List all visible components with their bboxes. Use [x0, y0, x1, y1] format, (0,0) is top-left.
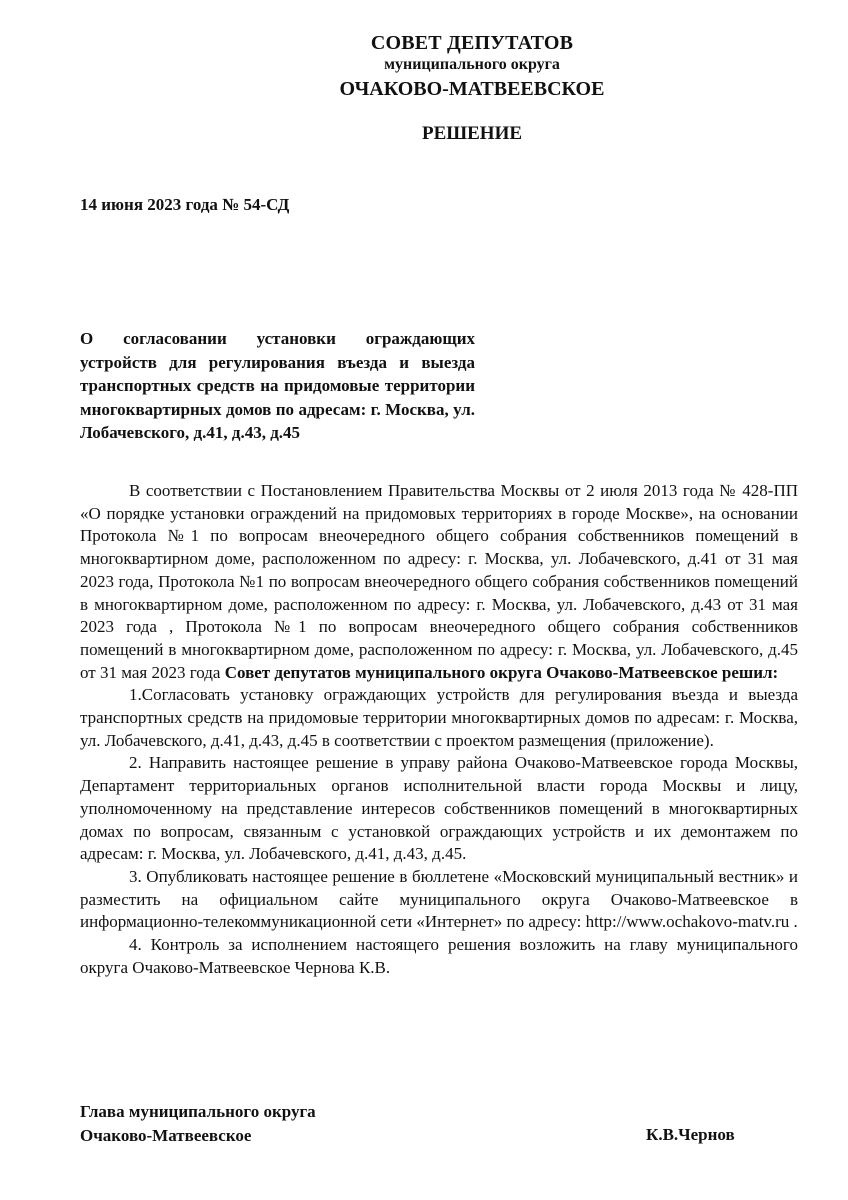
signatory-position-line2: Очаково-Матвеевское [80, 1125, 252, 1145]
signatory-position-line1: Глава муниципального округа [80, 1102, 316, 1121]
signatory-position [80, 1100, 316, 1147]
preamble-resolution: Совет депутатов муниципального округа Очаково-Матвеевское решил: [224, 662, 779, 682]
document-type: РЕШЕНИЕ [421, 123, 523, 144]
decision-body [80, 480, 798, 979]
district-subtitle: муниципального округа [384, 56, 560, 73]
decision-date-number: 14 июня 2023 года № 54-СД [80, 195, 290, 214]
signatory-name: К.В.Чернов [646, 1125, 735, 1144]
preamble-text: В соответствии с Постановлением Правительства Москвы от 2 июля 2013 года № 428-ПП «О порядке установки ограждений на придомовых территориях в городе Москве», на основании Протокола №1 по вопросам внеочередного общего собрания собственников помещений в многоквартирном доме, расположенном по адресу: г. Москва, ул. Лобачевского, д.41 от 31 мая 2023 года, Протокола №1 по вопросам внеочередного общего собрания собственников помещений в многоквартирном доме, расположенном по адресу: г. Москва, ул. Лобачевского, д.43 от 31 мая 2023 года , Протокола №1 по вопросам внеочередного общего собрания собственников помещений в многоквартирном доме, расположенном по адресу: г. Москва, ул. Лобачевского, д.45 от 31 мая 2023 года [80, 481, 798, 682]
decision-subject: О согласовании установки ограждающих устройств для регулирования въезда и выезда транспортных средств на придомовые территории многоквартирных домов по адресам: г. Москва, ул. Лобачевского, д.41, д.43, д.45 [80, 329, 475, 442]
district-name: ОЧАКОВО-МАТВЕЕВСКОЕ [339, 78, 605, 100]
preamble-paragraph [80, 480, 798, 684]
item-2: 2. Направить настоящее решение в управу района Очаково-Матвеевское города Москвы, Департамент территориальных органов исполнительной власти города Москвы и лицу, уполномоченному на представление интересов собственников помещений в многоквартирных домах по вопросам, связанным с установкой ограждающих устройств и их демонтажем по адресам: г. Москва, ул. Лобачевского, д.41, д.43, д.45. [80, 753, 798, 864]
item-1: 1.Согласовать установку ограждающих устройств для регулирования въезда и выезда транспортных средств на придомовые территории многоквартирных домов по адресам: г. Москва, ул. Лобачевского, д.41, д.43, д.45 в соответствии с проектом размещения (приложение). [80, 685, 798, 750]
item-3: 3. Опубликовать настоящее решение в бюллетене «Московский муниципальный вестник» и разместить на официальном сайте муниципального округа Очаково-Матвеевское в информационно-телекоммуникационной сети «Интернет» по адресу: http://www.ochakovo-matv.ru . [80, 866, 798, 932]
council-title: СОВЕТ ДЕПУТАТОВ [370, 32, 574, 54]
item-4: 4. Контроль за исполнением настоящего решения возложить на главу муниципального округа Очаково-Матвеевское Чернова К.В. [80, 935, 798, 977]
